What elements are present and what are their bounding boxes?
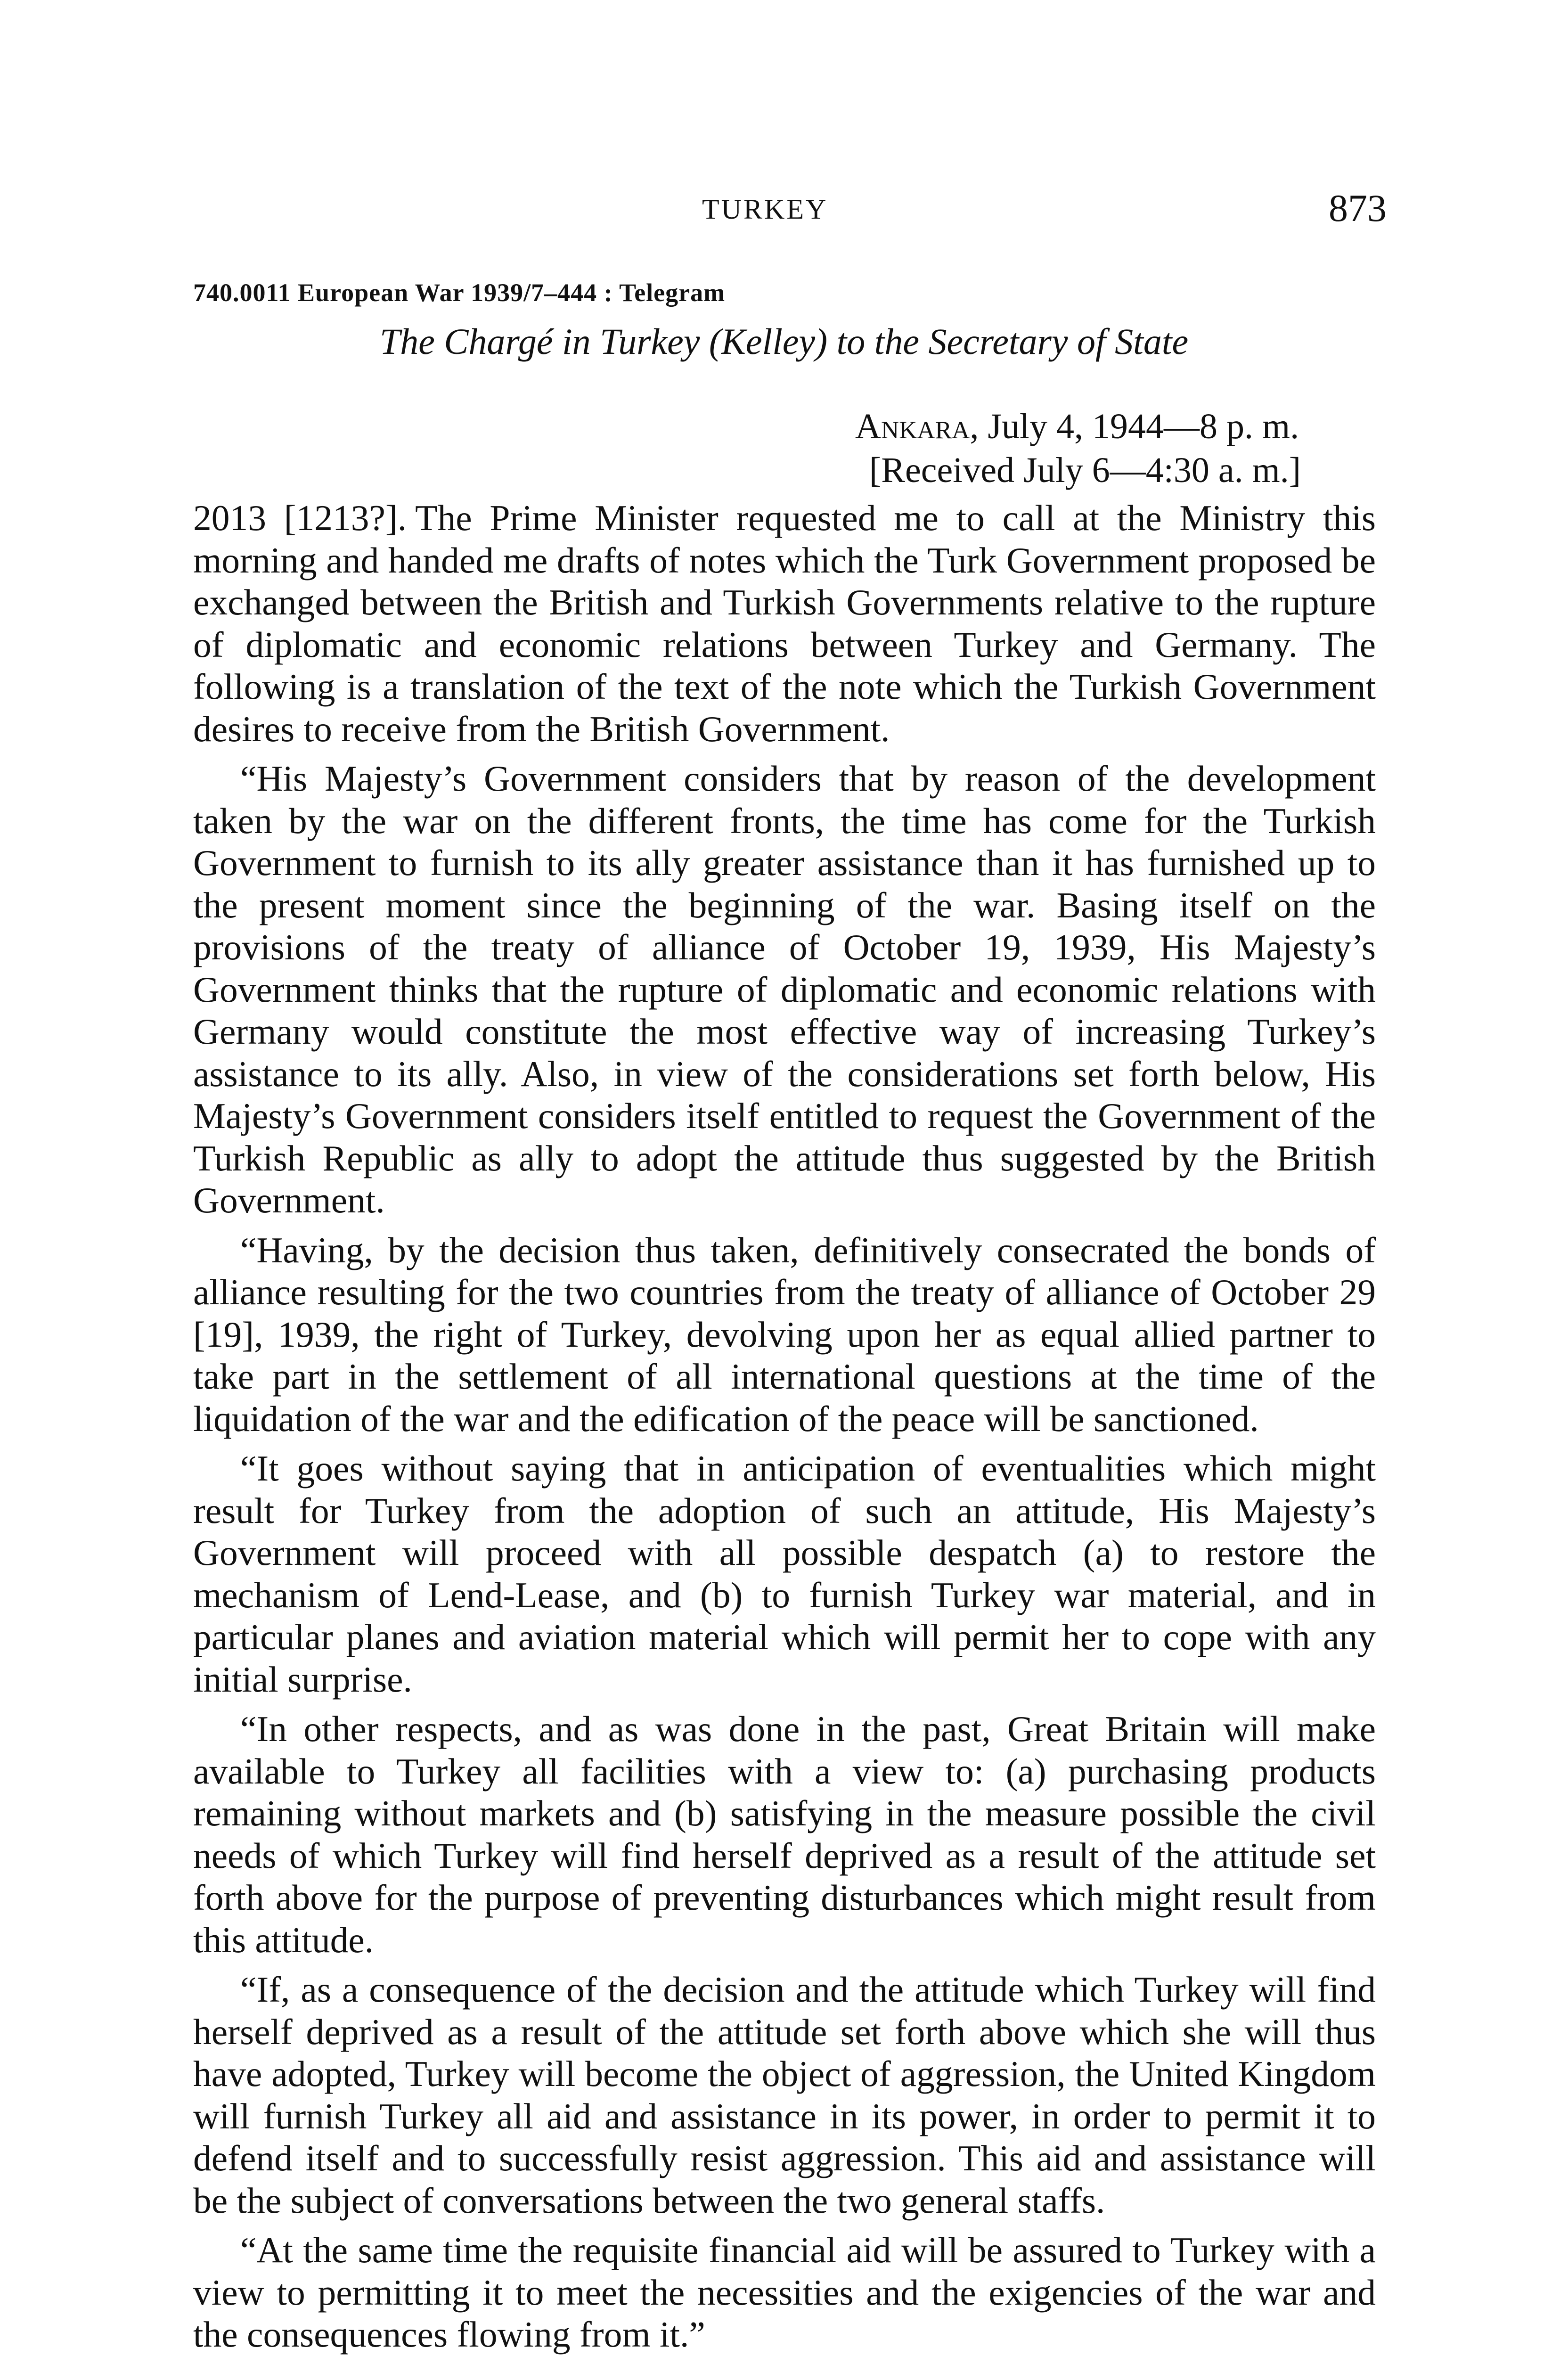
quoted-paragraph: “In other respects, and as was done in the past, Great Britain will make available to Turkey all facilities with a view to: (a) purchasing products remaining without markets and (b) satisfying in the measure possible the civil needs of which Turkey will find herself deprived as a result of the attitude set forth above for the purpose of preventing disturbances which might result from this attitude.	[193, 1709, 1376, 1960]
dateline	[855, 403, 1299, 450]
paragraph-text: The Prime Minister requested me to call at the Ministry this morning and handed me drafts of notes which the Turk Government proposed be exchanged between the British and Turkish Governments relative to the rupture of diplomatic and economic relations between Turkey and Germany. The following is a translation of the text of the note which the Turkish Government desires to receive from the British Government.	[193, 498, 1376, 749]
paragraph-intro	[193, 497, 1376, 750]
received-line: [Received July 6—4:30 a. m.]	[869, 450, 1301, 490]
running-head: TURKEY	[702, 194, 828, 225]
quoted-paragraph: “If, as a consequence of the decision and the attitude which Turkey will find herself deprived as a result of the attitude set forth above which she will thus have adopted, Turkey will become the object of aggression, the United Kingdom will furnish Turkey all aid and assistance in its power, in order to permit it to defend itself and to successfully resist aggression. This aid and assistance will be the subject of conversations between the two general staffs.	[193, 1969, 1376, 2221]
quoted-paragraph: “Having, by the decision thus taken, definitively consecrated the bonds of alliance resulting for the two countries from the treaty of alliance of October 29 [19], 1939, the right of Turkey, devolving upon her as equal allied partner to take part in the settlement of all international questions at the time of the liquidation of the war and the edification of the peace will be sanctioned.	[193, 1229, 1376, 1439]
page-number: 873	[1329, 187, 1387, 229]
quoted-paragraph: “At the same time the requisite financial aid will be assured to Turkey with a view to permitting it to meet the necessities and the exigencies of the war and the consequences flowing from it.”	[193, 2230, 1376, 2355]
document-title: The Chargé in Turkey (Kelley) to the Secretary of State	[379, 321, 1189, 362]
telegram-number: 2013 [1213?].	[193, 498, 407, 538]
quoted-paragraph: “His Majesty’s Government considers that by reason of the development taken by the war on the different fronts, the time has come for the Turkish Government to furnish to its ally greater assistance than it has furnished up to the present moment since the beginning of the war. Basing itself on the provisions of the treaty of alliance of October 19, 1939, His Majesty’s Government thinks that the rupture of diplomatic and economic relations with Germany would constitute the most effective way of increasing Turkey’s assistance to its ally. Also, in view of the considerations set forth below, His Majesty’s Government considers itself entitled to request the Government of the Turkish Republic as ally to adopt the attitude thus suggested by the British Government.	[193, 758, 1376, 1220]
body-text	[193, 497, 1376, 2356]
file-reference: 740.0011 European War 1939/7–444 : Telegram	[193, 278, 726, 307]
quoted-paragraph: “It goes without saying that in anticipation of eventualities which might result for Turkey from the adoption of such an attitude, His Majesty’s Government will proceed with all possible despatch (a) to restore the mechanism of Lend-Lease, and (b) to furnish Turkey war material, and in particular planes and aviation material which will permit her to cope with any initial surprise.	[193, 1448, 1376, 1700]
dateline-date-time: July 4, 1944—8 p. m.	[979, 407, 1299, 446]
dateline-place: Ankara,	[855, 407, 979, 446]
